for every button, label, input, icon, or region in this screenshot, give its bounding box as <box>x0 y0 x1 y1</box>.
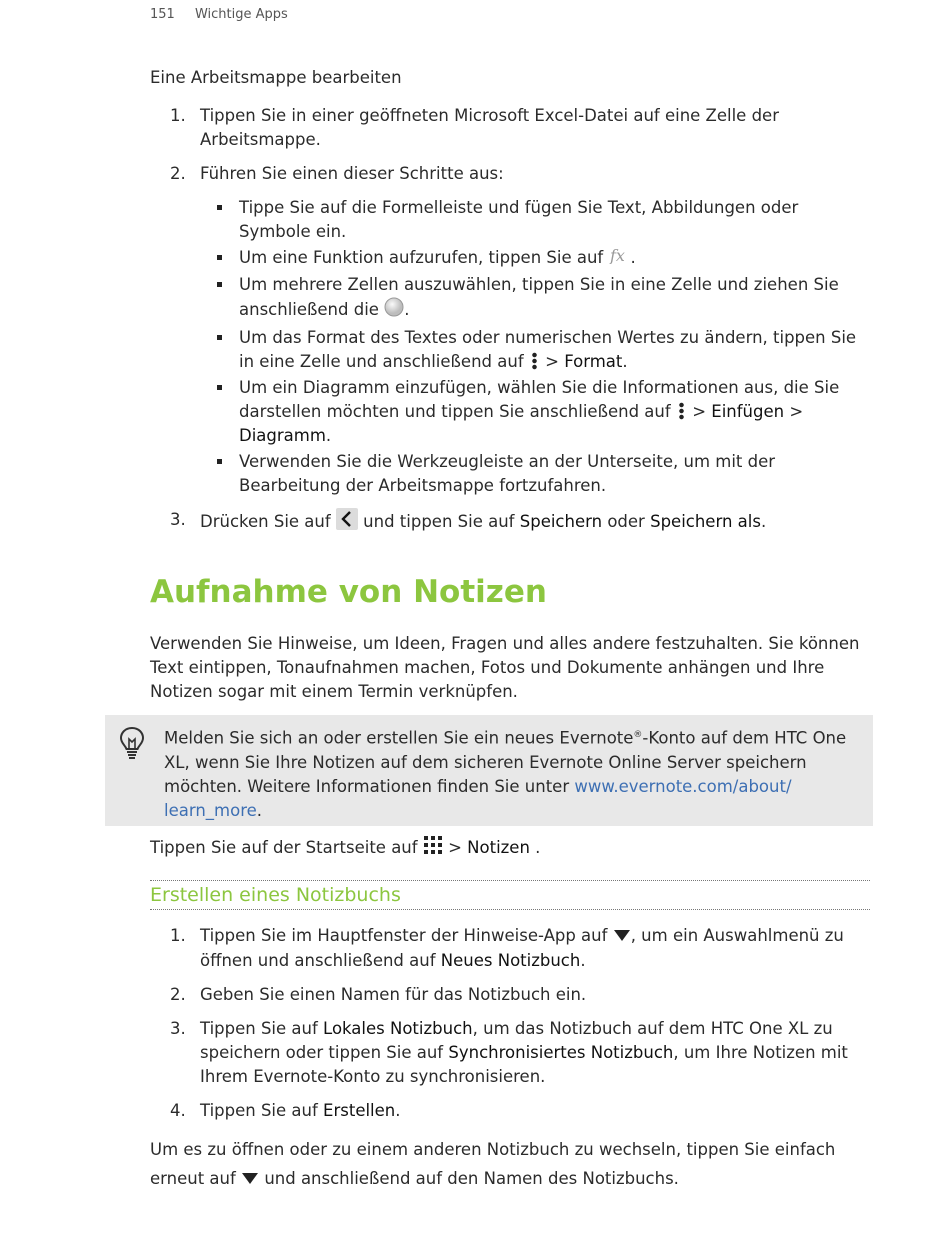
new-notebook-label: Neues Notizbuch <box>440 950 581 970</box>
back-arrow-icon <box>336 508 358 537</box>
arrow-sep: > <box>789 402 804 421</box>
step-number: 3. <box>170 1018 186 1038</box>
punct: . <box>622 352 628 371</box>
step-text: , um das Notizbuch auf dem HTC One XL zu speichern oder tippen Sie auf <box>200 1018 833 1062</box>
step-text: Drücken Sie auf <box>200 512 331 531</box>
open-notes-instruction <box>150 835 875 862</box>
bullet-text: Um das Format des Textes oder numerischen Wertes zu ändern, tippen Sie in eine Zelle und anschließend auf <box>239 328 857 371</box>
section-name: Wichtige Apps <box>194 7 288 22</box>
bullet-text: Verwenden Sie die Werkzeugleiste an der Unterseite, um mit der Bearbeitung der Arbeitsmappe fortzufahren. <box>239 452 776 495</box>
list-item <box>200 450 875 498</box>
step-text: Tippen Sie auf <box>200 1100 318 1120</box>
bullet-text: Um ein Diagramm einzufügen, wählen Sie die Informationen aus, die Sie darstellen möchten und tippen Sie anschließend auf <box>239 378 840 421</box>
tip-part: Melden Sie sich an oder erstellen Sie ein neues Evernote <box>164 728 634 748</box>
synced-notebook-label: Synchronisiertes Notizbuch <box>448 1042 674 1062</box>
step-text: , um ein Auswahlmenü zu öffnen und anschließend auf <box>200 926 844 970</box>
evernote-link[interactable]: www.evernote.com/about/ learn_more <box>164 776 792 820</box>
notebook-steps <box>150 924 875 1133</box>
punct: . <box>395 1100 401 1120</box>
footer-text: und anschließend auf den Namen des Notizbuchs. <box>264 1169 679 1188</box>
menu-kebab-icon <box>679 402 684 420</box>
list-item <box>200 376 875 448</box>
step-number: 1. <box>170 926 186 945</box>
save-as-label: Speichern als <box>650 512 761 531</box>
notes-intro: Verwenden Sie Hinweise, um Ideen, Fragen und alles andere festzuhalten. Sie können Text eintippen, Tonaufnahmen machen, Fotos und Dokumente anhängen und Ihre Notizen sogar mit einem Termin verknüpfen. <box>150 634 860 701</box>
step-number: 2. <box>170 984 186 1004</box>
list-item <box>150 1017 875 1089</box>
bullet-text: Um eine Funktion aufzurufen, tippen Sie auf <box>239 248 604 267</box>
list-item <box>200 326 875 374</box>
menu-kebab-icon <box>532 352 537 370</box>
bullet-text: Um mehrere Zellen auszuwählen, tippen Sie in eine Zelle und ziehen Sie anschließend die <box>239 275 839 319</box>
tip-text <box>164 723 864 823</box>
footer-text: Um es zu öffnen oder zu einem anderen Notizbuch zu wechseln, tippen Sie einfach erneut auf <box>150 1140 836 1188</box>
list-item <box>150 924 875 973</box>
tip-box <box>105 715 873 826</box>
punct: . <box>325 426 332 445</box>
punct: . <box>760 512 767 531</box>
step-text: , um Ihre Notizen mit Ihrem Evernote-Konto zu synchronisieren. <box>200 1042 848 1086</box>
punct: . <box>580 950 586 970</box>
step-text: Tippen Sie im Hauptfenster der Hinweise-App auf <box>200 926 608 945</box>
dropdown-triangle-icon <box>241 1165 259 1194</box>
step-number: 3. <box>170 510 186 529</box>
list-item <box>200 246 875 271</box>
chart-label: Diagramm <box>239 426 326 445</box>
tip-part: -Konto auf dem HTC One XL, wenn Sie Ihre Notizen auf dem sicheren Evernote Online Server speichern möchten. Weitere Informationen finden Sie unter <box>164 728 847 796</box>
section-title: Aufnahme von Notizen <box>150 574 547 610</box>
notes-label: Notizen <box>467 838 530 857</box>
list-item <box>150 162 875 498</box>
list-item <box>150 104 875 152</box>
list-item <box>200 273 875 324</box>
insert-label: Einfügen <box>711 402 785 421</box>
instruction-text: Tippen Sie auf der Startseite auf <box>150 838 418 857</box>
save-label: Speichern <box>519 512 603 531</box>
create-label: Erstellen <box>323 1100 396 1120</box>
list-item <box>150 508 875 537</box>
svg-text:fx: fx <box>610 246 626 264</box>
step-number: 1. <box>170 106 186 125</box>
step-text: Tippen Sie auf <box>200 1018 318 1038</box>
step-text: Führen Sie einen dieser Schritte aus: <box>200 164 504 183</box>
step-text: und tippen Sie auf <box>363 512 515 531</box>
list-item <box>200 196 875 244</box>
page-number: 151 <box>150 7 175 22</box>
arrow-sep: > <box>545 352 559 371</box>
registered-mark: ® <box>633 730 643 740</box>
local-notebook-label: Lokales Notizbuch <box>323 1018 473 1038</box>
option-bullets <box>200 196 875 498</box>
selection-handle-icon <box>384 297 404 324</box>
subsection-title: Erstellen eines Notizbuchs <box>150 880 870 910</box>
step-text: Tippen Sie in einer geöffneten Microsoft Excel-Datei auf eine Zelle der Arbeitsmappe. <box>200 106 779 149</box>
punct: . <box>535 838 541 857</box>
step-number: 2. <box>170 164 186 183</box>
bullet-text: Tippe Sie auf die Formelleiste und fügen Sie Text, Abbildungen oder Symbole ein. <box>239 198 799 241</box>
dropdown-triangle-icon <box>613 925 631 949</box>
arrow-sep: > <box>692 402 707 421</box>
all-apps-grid-icon <box>423 835 443 862</box>
page-header <box>150 7 288 22</box>
step-number: 4. <box>170 1100 186 1120</box>
workbook-steps <box>150 104 875 547</box>
function-fx-icon <box>608 246 630 271</box>
punct: . <box>630 248 636 267</box>
punct: . <box>404 300 410 319</box>
list-item <box>150 1099 875 1123</box>
workbook-heading: Eine Arbeitsmappe bearbeiten <box>150 68 402 87</box>
arrow-sep: > <box>448 838 462 857</box>
format-label: Format <box>564 352 623 371</box>
step-text: Geben Sie einen Namen für das Notizbuch ein. <box>200 984 587 1004</box>
lightbulb-icon <box>119 725 145 765</box>
list-item <box>150 983 875 1007</box>
notebook-footer <box>150 1135 875 1194</box>
punct: . <box>256 800 263 820</box>
step-text: oder <box>607 512 645 531</box>
